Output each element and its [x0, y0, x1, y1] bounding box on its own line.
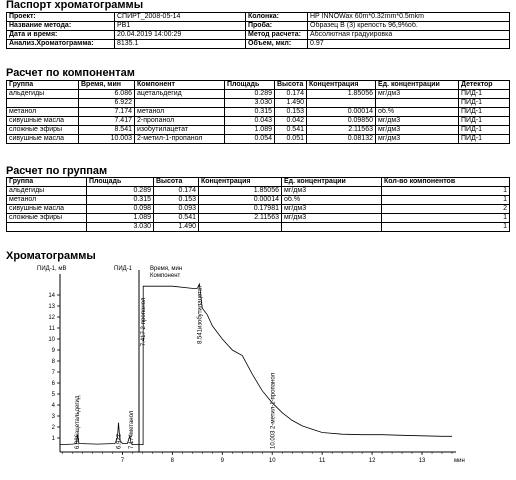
table-cell: 7.417: [79, 117, 135, 126]
table-header-row: [7, 81, 510, 90]
table-cell: [7, 223, 87, 232]
y-tick-label: 12: [48, 315, 55, 321]
table-cell: ПИД-1: [459, 90, 510, 99]
table-row: [7, 205, 510, 214]
table-cell: 6.086: [79, 90, 135, 99]
table-cell: 0.054: [225, 135, 275, 144]
table-cell: сивушные масла: [7, 117, 79, 126]
peak-label: 8.541изобутилацетат: [197, 285, 204, 344]
passport-row: [7, 31, 510, 40]
table-cell: 0.541: [275, 126, 307, 135]
peak-label: 6.086ацетальдегид: [74, 395, 81, 449]
table-cell: мг/дм3: [282, 205, 382, 214]
table-cell: ПИД-1: [459, 108, 510, 117]
passport-label: Метод расчета:: [246, 31, 308, 40]
groups-table: [6, 177, 510, 232]
table-cell: 2.11563: [199, 214, 282, 223]
table-cell: мг/дм3: [282, 187, 382, 196]
passport-label: Проба:: [246, 22, 308, 31]
table-cell: 1: [382, 223, 510, 232]
peak-label: 6.922: [116, 433, 123, 449]
y-tick-label: 13: [48, 304, 55, 310]
table-cell: 2-метил-1-пропанол: [135, 135, 225, 144]
table-cell: 0.315: [87, 196, 154, 205]
table-cell: сложные эфиры: [7, 214, 87, 223]
table-cell: об.%: [282, 196, 382, 205]
table-cell: 1.490: [275, 99, 307, 108]
column-header: Время, мин: [79, 81, 135, 90]
column-header: Группа: [7, 81, 79, 90]
peak-label: 10.003 2-метил-1-пропанол: [270, 372, 277, 449]
table-cell: мг/дм3: [376, 117, 459, 126]
column-header: Кол-во компонентов: [382, 178, 510, 187]
y-tick-label: 4: [51, 403, 55, 409]
legend-line: Компонент: [150, 273, 181, 279]
table-cell: 1.089: [87, 214, 154, 223]
table-cell: 0.541: [154, 214, 199, 223]
table-cell: 0.043: [225, 117, 275, 126]
y-tick-label: 14: [48, 293, 55, 299]
table-cell: альдегиды: [7, 187, 87, 196]
table-cell: [282, 223, 382, 232]
passport-row: [7, 22, 510, 31]
passport-row: [7, 40, 510, 49]
passport-value: HP INNOWax 60m*0.32mm*0.5mkm: [308, 13, 510, 22]
table-row: [7, 99, 510, 108]
passport-label: Объем, мкл:: [246, 40, 308, 49]
column-header: Концентрация: [199, 178, 282, 187]
table-cell: 0.153: [154, 196, 199, 205]
table-cell: мг/дм3: [376, 90, 459, 99]
components-title: Расчет по компонентам: [6, 67, 135, 79]
x-tick-label: 10: [268, 458, 276, 464]
table-cell: 1: [382, 187, 510, 196]
table-row: [7, 117, 510, 126]
column-header: Ед. концентрации: [376, 81, 459, 90]
y-tick-label: 1: [51, 436, 55, 442]
passport-value: Образец В (3) крепость 96,9%об.: [308, 22, 510, 31]
column-header: Площадь: [225, 81, 275, 90]
table-cell: 0.042: [275, 117, 307, 126]
table-cell: сивушные масла: [7, 205, 87, 214]
column-header: Концентрация: [307, 81, 376, 90]
passport-value: Абсолютная градуировка: [308, 31, 510, 40]
table-cell: 0.00014: [199, 196, 282, 205]
peak-label: 7.174метанол: [129, 410, 136, 449]
table-cell: об.%: [376, 108, 459, 117]
table-cell: [199, 223, 282, 232]
column-header: Площадь: [87, 178, 154, 187]
x-tick-label: 8: [170, 458, 175, 464]
table-cell: ПИД-1: [459, 135, 510, 144]
table-cell: 0.09850: [307, 117, 376, 126]
column-header: Детектор: [459, 81, 510, 90]
table-cell: 0.289: [87, 187, 154, 196]
table-cell: метанол: [7, 196, 87, 205]
table-cell: 0.051: [275, 135, 307, 144]
table-row: [7, 214, 510, 223]
passport-label: Анализ.Хроматограмма:: [7, 40, 115, 49]
table-row: [7, 135, 510, 144]
table-cell: 1.490: [154, 223, 199, 232]
passport-label: Название метода:: [7, 22, 115, 31]
passport-value: СПИРТ_2008-05-14: [115, 13, 246, 22]
table-row: [7, 187, 510, 196]
y-tick-label: 6: [51, 381, 55, 387]
passport-row: [7, 13, 510, 22]
table-cell: альдегиды: [7, 90, 79, 99]
table-cell: 0.174: [275, 90, 307, 99]
table-cell: мг/дм3: [376, 135, 459, 144]
table-header-row: [7, 178, 510, 187]
table-cell: метанол: [7, 108, 79, 117]
table-cell: [376, 99, 459, 108]
table-cell: 3.030: [87, 223, 154, 232]
passport-value: РВ1: [115, 22, 246, 31]
y-tick-label: 8: [51, 359, 55, 365]
passport-value: 8135.1: [115, 40, 246, 49]
column-header: Компонент: [135, 81, 225, 90]
groups-title: Расчет по группам: [6, 165, 108, 177]
table-cell: 1.85056: [199, 187, 282, 196]
table-cell: ПИД-1: [459, 99, 510, 108]
y-tick-label: 3: [51, 414, 55, 420]
table-cell: [135, 99, 225, 108]
table-cell: 1.85056: [307, 90, 376, 99]
column-header: Высота: [154, 178, 199, 187]
passport-value: 20.04.2019 14:00:29: [115, 31, 246, 40]
column-header: Высота: [275, 81, 307, 90]
chromatograms-title: Хроматограммы: [6, 250, 96, 262]
passport-title: Паспорт хроматограммы: [6, 0, 144, 11]
table-cell: 1: [382, 214, 510, 223]
y-tick-label: 5: [51, 392, 55, 398]
table-cell: изобутилацетат: [135, 126, 225, 135]
table-cell: 1: [382, 196, 510, 205]
table-row: [7, 108, 510, 117]
table-cell: 2: [382, 205, 510, 214]
peak-label: 7.417 2-пропанол: [141, 297, 148, 347]
table-cell: 1.089: [225, 126, 275, 135]
table-cell: 10.003: [79, 135, 135, 144]
y-tick-label: 9: [51, 348, 55, 354]
components-table: [6, 80, 510, 144]
table-row: [7, 223, 510, 232]
table-cell: ацетальдегид: [135, 90, 225, 99]
y-tick-label: 11: [48, 326, 55, 332]
table-cell: 8.541: [79, 126, 135, 135]
legend-line: Время, мин: [150, 266, 183, 272]
chromatogram-signal-line: [60, 284, 452, 445]
table-cell: 6.922: [79, 99, 135, 108]
passport-label: Проект:: [7, 13, 115, 22]
table-cell: 2-пропанол: [135, 117, 225, 126]
table-cell: 2.11563: [307, 126, 376, 135]
table-cell: 7.174: [79, 108, 135, 117]
table-cell: сивушные масла: [7, 135, 79, 144]
table-row: [7, 126, 510, 135]
table-cell: [7, 99, 79, 108]
passport-label: Колонка:: [246, 13, 308, 22]
detector-label: ПИД-1: [114, 266, 133, 272]
passport-table: [6, 12, 510, 49]
x-unit-label: мин: [454, 458, 465, 464]
column-header: Ед. концентрации: [282, 178, 382, 187]
table-cell: 0.00014: [307, 108, 376, 117]
table-cell: 0.098: [87, 205, 154, 214]
x-tick-label: 7: [120, 458, 125, 464]
y-tick-label: 7: [51, 370, 55, 376]
x-tick-label: 11: [319, 458, 326, 464]
y-tick-label: 10: [48, 337, 55, 343]
table-cell: 0.315: [225, 108, 275, 117]
table-cell: ПИД-1: [459, 117, 510, 126]
passport-label: Дата и время:: [7, 31, 115, 40]
table-cell: мг/дм3: [376, 126, 459, 135]
x-tick-label: 13: [418, 458, 426, 464]
table-cell: ПИД-1: [459, 126, 510, 135]
table-row: [7, 90, 510, 99]
y-axis-label: ПИД-1, мВ: [37, 266, 67, 272]
x-tick-label: 9: [220, 458, 224, 464]
table-cell: 0.08132: [307, 135, 376, 144]
chromatogram-chart: [0, 262, 516, 478]
table-cell: сложные эфиры: [7, 126, 79, 135]
x-tick-label: 12: [368, 458, 376, 464]
table-cell: 0.153: [275, 108, 307, 117]
table-cell: 0.093: [154, 205, 199, 214]
table-row: [7, 196, 510, 205]
table-cell: 0.174: [154, 187, 199, 196]
table-cell: мг/дм3: [282, 214, 382, 223]
table-cell: [307, 99, 376, 108]
passport-value: 0.97: [308, 40, 510, 49]
y-tick-label: 2: [51, 425, 55, 431]
table-cell: 0.289: [225, 90, 275, 99]
table-cell: 0.17981: [199, 205, 282, 214]
table-cell: метанол: [135, 108, 225, 117]
column-header: Группа: [7, 178, 87, 187]
table-cell: 3.030: [225, 99, 275, 108]
